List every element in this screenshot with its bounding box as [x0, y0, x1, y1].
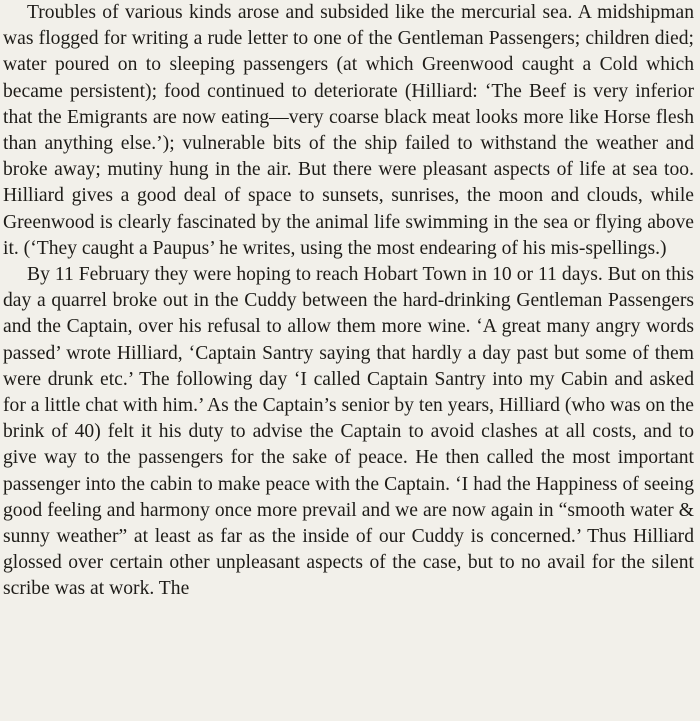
paragraph-hobart-quarrel: By 11 February they were hoping to reach Hobart Town in 10 or 11 days. But on this day a quarrel broke out in the Cuddy between the hard-drinking Gentleman Passengers and the Captain, over his refusal to allow them more wine. ‘A great many angry words passed’ wrote Hilliard, ‘Captain Santry saying that hardly a day past but some of them were drunk etc.’ The following day ‘I called Captain Santry into my Cabin and asked for a little chat with him.’ As the Captain’s senior by ten years, Hilliard (who was on the brink of 40) felt it his duty to advise the Captain to avoid clashes at all costs, and to give way to the passengers for the sake of peace. He then called the most important passenger into the cabin to make peace with the Captain. ‘I had the Happiness of seeing good feeling and harmony once more prevail and we are now again in “smooth water & sunny weather” at least as far as the inside of our Cuddy is concerned.’ Thus Hilliard glossed over certain other unpleasant aspects of the case, but to no avail for the silent scribe was at work. The [3, 264, 694, 600]
paragraph-troubles: Troubles of various kinds arose and subsided like the mercurial sea. A midshipman was flogged for writing a rude letter to one of the Gentleman Passengers; children died; water poured on to sleeping passengers (at which Greenwood caught a Cold which became persistent); food continued to deteriorate (Hilliard: ‘The Beef is very inferior that the Emigrants are now eating—very coarse black meat looks more like Horse flesh than anything else.’); vulnerable bits of the ship failed to withstand the weather and broke away; mutiny hung in the air. But there were pleasant aspects of life at sea too. Hilliard gives a good deal of space to sunsets, sunrises, the moon and clouds, while Greenwood is clearly fascinated by the animal life swimming in the sea or flying above it. (‘They caught a Paupus’ he writes, using the most endearing of his mis-spellings.) [3, 2, 694, 259]
